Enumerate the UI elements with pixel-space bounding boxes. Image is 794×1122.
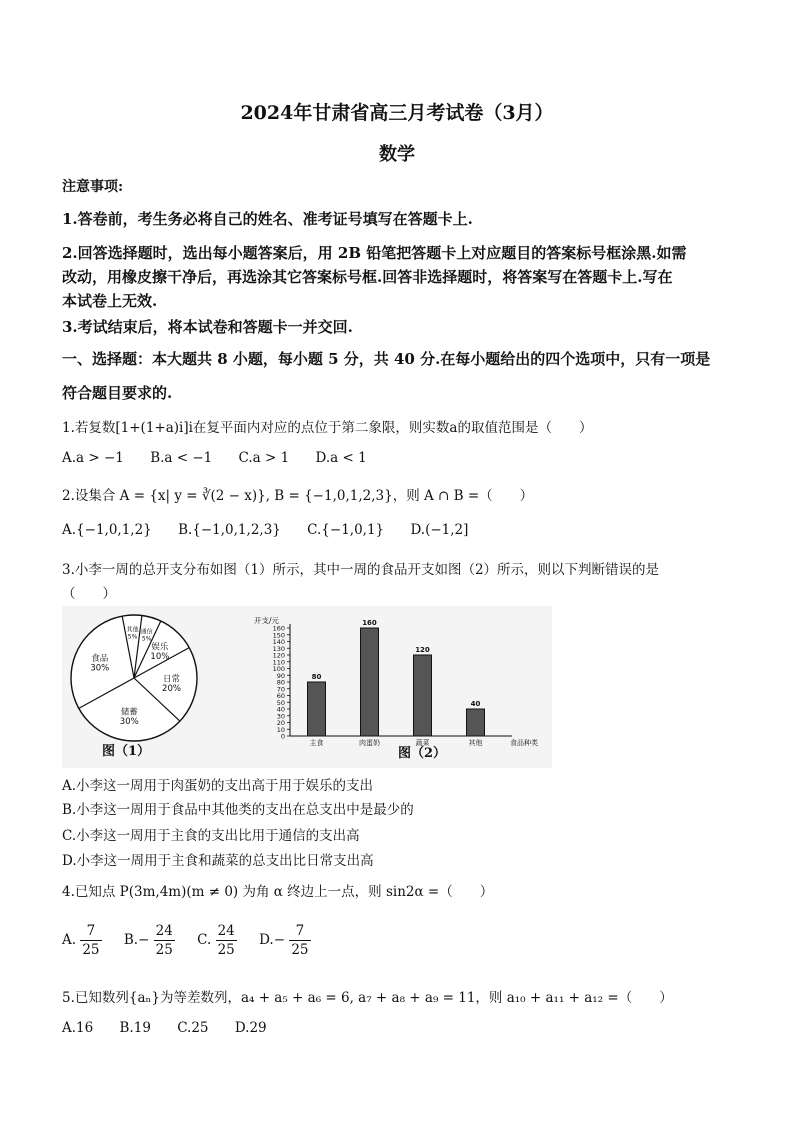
question-3-stem-line-1: 3.小李一周的总开支分布如图（1）所示，其中一周的食品开支如图（2）所示，则以下判断错误的是 bbox=[62, 562, 660, 578]
option-b[interactable]: B.− $\frac{24}{25}$ bbox=[123, 923, 173, 958]
pie-slice-label: 食品 bbox=[91, 653, 109, 664]
x-tick-label: 主食 bbox=[309, 739, 324, 747]
pie-slice-percent: 30% bbox=[90, 663, 110, 674]
y-tick-label: 30 bbox=[276, 712, 285, 721]
x-tick-label: 蔬菜 bbox=[415, 739, 430, 747]
question-5-stem: 5.已知数列{aₙ}为等差数列，a₄ + a₅ + a₆ = 6, a₇ + a₈ + a₉ = 11，则 a₁₀ + a₁₁ + a₁₂ =（ ） bbox=[62, 990, 673, 1006]
y-tick-label: 150 bbox=[272, 631, 285, 640]
option-d[interactable]: D.a < 1 bbox=[315, 450, 367, 466]
pie-slice-percent: 20% bbox=[162, 684, 181, 695]
question-1-stem: 1.若复数[1+(1+a)i]i在复平面内对应的点位于第二象限，则实数a的取值范围是（ ） bbox=[62, 420, 593, 436]
pie-slice-label: 娱乐 bbox=[151, 642, 169, 653]
option-a[interactable]: A.a > −1 bbox=[62, 450, 124, 466]
x-axis-label: 食品种类 bbox=[510, 739, 538, 747]
pie-slice-label: 日常 bbox=[162, 674, 181, 685]
option-d[interactable]: D.− $\frac{7}{25}$ bbox=[259, 923, 309, 958]
y-tick-label: 120 bbox=[272, 651, 285, 660]
question-3-figures bbox=[62, 606, 552, 768]
notice-item-3: 3.考试结束后，将本试卷和答题卡一并交回. bbox=[62, 318, 353, 336]
figure-2-caption: 图（2） bbox=[398, 746, 447, 761]
question-4-stem: 4.已知点 P(3m,4m)(m ≠ 0) 为角 α 终边上一点，则 sin2α =（ ） bbox=[62, 884, 494, 900]
notice-item-1: 1.答卷前，考生务必将自己的姓名、准考证号填写在答题卡上. bbox=[62, 210, 473, 228]
y-tick-label: 20 bbox=[276, 719, 285, 727]
option-c[interactable]: C.{−1,0,1} bbox=[307, 522, 385, 538]
question-3-option-a[interactable]: A.小李这一周用于肉蛋奶的支出高于用于娱乐的支出 bbox=[62, 778, 374, 794]
question-3-option-c[interactable]: C.小李这一周用于主食的支出比用于通信的支出高 bbox=[62, 828, 360, 844]
question-2-stem: 2.设集合 A = {x| y = ∛(2 − x)}, B = {−1,0,1,2,3}，则 A ∩ B =（ ） bbox=[62, 488, 534, 504]
pie-slice-label: 储蓄 bbox=[120, 707, 138, 718]
notice-item-2-line-1: 2.回答选择题时，选出每小题答案后，用 2B 铅笔把答题卡上对应题目的答案标号框涂黑.如需 bbox=[62, 244, 687, 262]
y-tick-label: 100 bbox=[272, 665, 285, 673]
pie-slice-label: 通信 bbox=[140, 628, 153, 636]
y-tick-label: 60 bbox=[276, 692, 285, 700]
pie-slice-percent: 30% bbox=[119, 717, 139, 728]
option-d[interactable]: D.(−1,2] bbox=[410, 522, 469, 538]
y-tick-label: 160 bbox=[272, 624, 285, 633]
bar bbox=[361, 628, 379, 736]
y-tick-label: 10 bbox=[276, 725, 285, 734]
option-b[interactable]: B.19 bbox=[119, 1020, 151, 1036]
notice-item-2-line-2: 改动，用橡皮擦干净后，再选涂其它答案标号框.回答非选择题时，将答案写在答题卡上.写在 bbox=[62, 268, 673, 286]
option-a[interactable]: A. $\frac{7}{25}$ bbox=[62, 923, 100, 958]
y-tick-label: 130 bbox=[272, 644, 285, 653]
question-2-options bbox=[62, 522, 490, 538]
bar-value-label: 160 bbox=[362, 619, 377, 627]
question-3-option-b[interactable]: B.小李这一周用于食品中其他类的支出在总支出中是最少的 bbox=[62, 802, 414, 818]
exam-title: 2024年甘肃省高三月考试卷（3月） bbox=[240, 102, 554, 124]
pie-slice-label: 其他 bbox=[126, 626, 139, 634]
figure-1-caption: 图（1） bbox=[102, 744, 151, 759]
notice-heading: 注意事项: bbox=[62, 179, 124, 195]
option-c[interactable]: C.a > 1 bbox=[238, 450, 290, 466]
y-axis-label: 开支/元 bbox=[254, 616, 280, 625]
x-tick-label: 其他 bbox=[468, 739, 483, 747]
y-tick-label: 40 bbox=[276, 705, 285, 714]
y-tick-label: 110 bbox=[272, 658, 285, 667]
y-tick-label: 70 bbox=[276, 685, 285, 694]
y-tick-label: 0 bbox=[280, 732, 285, 741]
option-a[interactable]: A.16 bbox=[62, 1020, 94, 1036]
subject-title: 数学 bbox=[379, 144, 415, 165]
option-c[interactable]: C. $\frac{24}{25}$ bbox=[197, 923, 235, 958]
bar-value-label: 80 bbox=[311, 673, 322, 681]
question-5-options bbox=[62, 1020, 289, 1036]
question-3-stem-line-2: （ ） bbox=[62, 586, 116, 602]
x-tick-label: 肉蛋奶 bbox=[359, 739, 380, 747]
question-4-options bbox=[62, 922, 311, 959]
question-1-options bbox=[62, 450, 389, 466]
section-heading-line-2: 符合题目要求的. bbox=[62, 384, 173, 402]
pie-slice-percent: 5% bbox=[127, 633, 138, 641]
option-c[interactable]: C.25 bbox=[177, 1020, 209, 1036]
bar bbox=[308, 682, 326, 736]
notice-item-2-line-3: 本试卷上无效. bbox=[62, 292, 158, 310]
option-a[interactable]: A.{−1,0,1,2} bbox=[62, 522, 152, 538]
question-3-option-d[interactable]: D.小李这一周用于主食和蔬菜的总支出比日常支出高 bbox=[62, 853, 374, 869]
y-tick-label: 140 bbox=[272, 638, 285, 646]
section-heading-line-1: 一、选择题：本大题共 8 小题，每小题 5 分，共 40 分.在每小题给出的四个选项中，只有一项是 bbox=[62, 350, 711, 368]
option-d[interactable]: D.29 bbox=[234, 1020, 267, 1036]
option-b[interactable]: B.{−1,0,1,2,3} bbox=[178, 522, 281, 538]
bar bbox=[414, 655, 432, 736]
bar-value-label: 120 bbox=[415, 646, 430, 654]
y-tick-label: 80 bbox=[276, 678, 285, 687]
bar-value-label: 40 bbox=[470, 700, 481, 708]
option-b[interactable]: B.a < −1 bbox=[150, 450, 213, 466]
pie-slice-percent: 10% bbox=[150, 651, 170, 662]
y-tick-label: 90 bbox=[276, 671, 285, 680]
bar bbox=[467, 709, 485, 736]
y-tick-label: 50 bbox=[276, 698, 285, 707]
pie-slice-percent: 5% bbox=[141, 635, 152, 643]
